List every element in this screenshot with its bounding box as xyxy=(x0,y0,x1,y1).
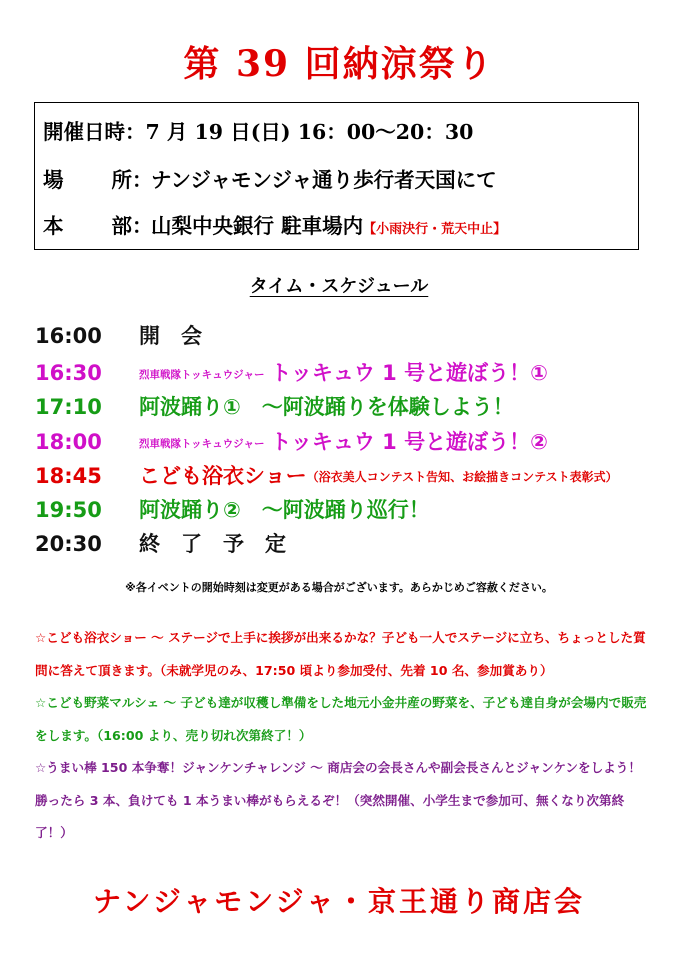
hq-label-char: 本 xyxy=(43,214,64,238)
schedule-heading xyxy=(0,272,678,298)
event-info-box xyxy=(34,102,639,250)
organizer-name: ナンジャモンジャ・京王通り商店会 xyxy=(92,885,586,918)
hq-value: 山梨中央銀行 駐車場内 xyxy=(151,214,364,238)
schedule-time: 17:10 xyxy=(35,395,102,419)
schedule-row xyxy=(35,426,548,456)
weather-note: 【小雨決行・荒天中止】 xyxy=(363,222,507,237)
place-row xyxy=(43,163,497,193)
schedule-event: トッキュウ 1 号と遊ぼう！① xyxy=(270,361,548,385)
schedule-event: 阿波踊り② ～阿波踊り巡行！ xyxy=(139,498,430,522)
note-item: ☆こども浴衣ショー ～ ステージで上手に挨拶が出来るかな？子ども一人でステージに立ち、ちょっとした質問に答えて頂きます。（未就学児のみ、17:50 頃より参加受付、先着 10 名、参加賞あり） xyxy=(35,630,646,678)
page-title: 第 39 回納涼祭り xyxy=(183,43,495,85)
hq-label xyxy=(43,209,151,239)
notes-list xyxy=(35,622,647,850)
note-item: ☆うまい棒 150 本争奪！ジャンケンチャレンジ ～ 商店会の会長さんや副会長さんとジャンケンをしよう！勝ったら 3 本、負けても 1 本うまい棒がもらえるぞ！（突然開催、小学生まで参加可、無くなり次第終了！） xyxy=(35,760,641,840)
schedule-event: 阿波踊り① ～阿波踊りを体験しよう！ xyxy=(139,395,514,419)
hq-label-colon: 部： xyxy=(111,214,153,238)
schedule-time: 16:30 xyxy=(35,361,102,385)
schedule-row xyxy=(35,494,430,524)
schedule-suffix: （浴衣美人コンテスト告知、お絵描きコンテスト表彰式） xyxy=(306,470,618,484)
schedule-heading-text: タイム・スケジュール xyxy=(249,276,429,297)
disclaimer: ※各イベントの開始時刻は変更がある場合がございます。あらかじめご容赦ください。 xyxy=(125,581,553,594)
schedule-prefix: 烈車戦隊トッキュウジャー xyxy=(139,438,265,450)
schedule-row xyxy=(35,460,618,490)
place-label xyxy=(43,163,151,193)
schedule-time: 19:50 xyxy=(35,498,102,522)
schedule-row xyxy=(35,357,548,387)
place-label-char: 場 xyxy=(43,168,64,192)
schedule-event: こども浴衣ショー xyxy=(139,464,307,488)
date-row xyxy=(43,115,473,145)
schedule-time: 18:00 xyxy=(35,430,102,454)
schedule-time: 18:45 xyxy=(35,464,102,488)
schedule-row xyxy=(35,391,514,421)
schedule-event: トッキュウ 1 号と遊ぼう！② xyxy=(270,430,548,454)
schedule-time: 20:30 xyxy=(35,532,102,556)
schedule-row xyxy=(35,320,202,350)
date-label: 開催日時： xyxy=(43,120,146,144)
schedule-event: 開 会 xyxy=(139,324,202,348)
schedule-time: 16:00 xyxy=(35,324,102,348)
hq-row xyxy=(43,209,506,239)
date-value: 7 月 19 日(日) 16：00〜20：30 xyxy=(145,120,474,144)
schedule-row xyxy=(35,528,286,558)
schedule-prefix: 烈車戦隊トッキュウジャー xyxy=(139,369,265,381)
schedule-event: 終 了 予 定 xyxy=(139,532,286,556)
place-value: ナンジャモンジャ通り歩行者天国にて xyxy=(151,168,497,192)
place-label-colon: 所： xyxy=(111,168,153,192)
note-item: ☆こども野菜マルシェ ～ 子ども達が収穫し準備をした地元小金井産の野菜を、子ども達自身が会場内で販売をします。（16:00 より、売り切れ次第終了！） xyxy=(35,695,647,743)
